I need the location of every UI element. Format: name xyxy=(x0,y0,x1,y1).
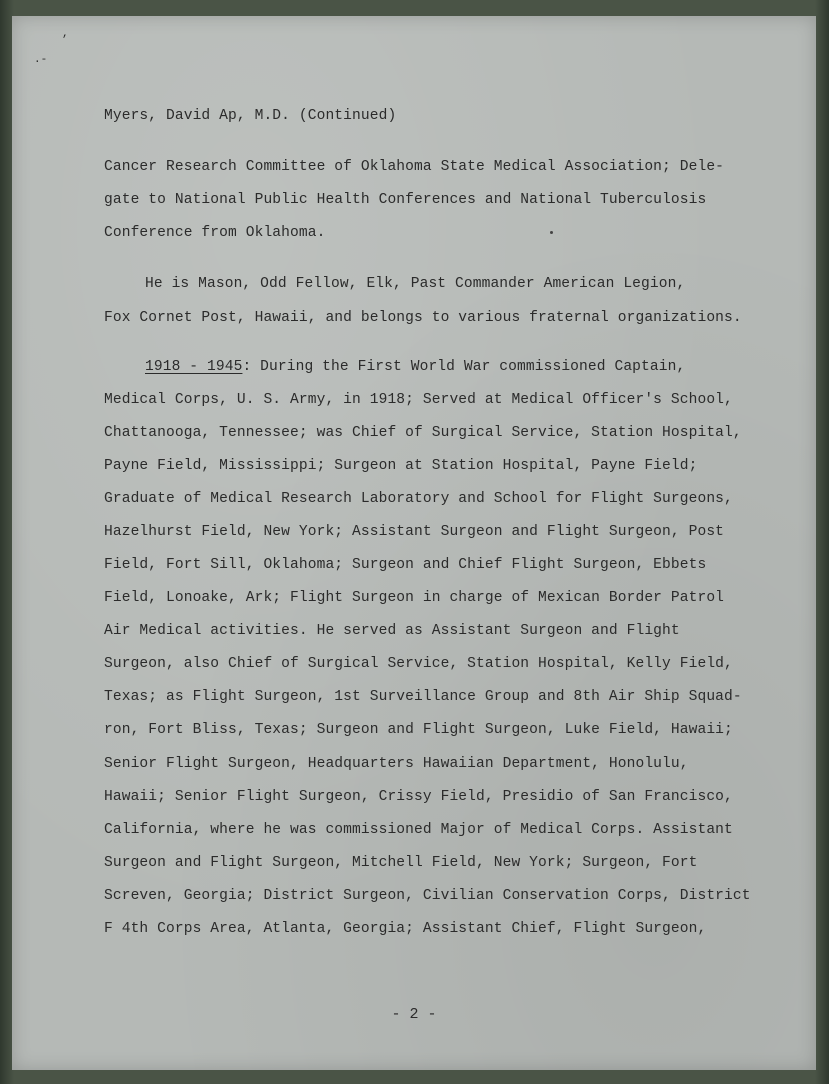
paragraph-3-line: Hawaii; Senior Flight Surgeon, Crissy Field, Presidio of San Francisco, xyxy=(104,789,733,805)
paragraph-3-line: California, where he was commissioned Major of Medical Corps. Assistant xyxy=(104,822,733,838)
paragraph-3-line: Chattanooga, Tennessee; was Chief of Surgical Service, Station Hospital, xyxy=(104,425,742,441)
paragraph-2-line: He is Mason, Odd Fellow, Elk, Past Commander American Legion, xyxy=(145,276,686,292)
margin-mark: .- xyxy=(34,54,48,66)
paragraph-1-line: Conference from Oklahoma. xyxy=(104,225,326,241)
paragraph-1-line: gate to National Public Health Conferences and National Tuberculosis xyxy=(104,192,707,208)
paragraph-3-line: Field, Lonoake, Ark; Flight Surgeon in charge of Mexican Border Patrol xyxy=(104,590,725,606)
paragraph-3-line-rest: : During the First World War commissioned Captain, xyxy=(242,359,686,375)
paragraph-3-line: ron, Fort Bliss, Texas; Surgeon and Flight Surgeon, Luke Field, Hawaii; xyxy=(104,722,733,738)
paragraph-3-line: F 4th Corps Area, Atlanta, Georgia; Assistant Chief, Flight Surgeon, xyxy=(104,921,707,937)
paragraph-3-line: Hazelhurst Field, New York; Assistant Surgeon and Flight Surgeon, Post xyxy=(104,524,725,540)
margin-mark: , xyxy=(62,28,69,40)
paragraph-3-line: Surgeon, also Chief of Surgical Service, Station Hospital, Kelly Field, xyxy=(104,656,733,672)
paragraph-3-line: Air Medical activities. He served as Assistant Surgeon and Flight xyxy=(104,623,680,639)
paragraph-3-line: Senior Flight Surgeon, Headquarters Hawaiian Department, Honolulu, xyxy=(104,756,689,772)
typed-page xyxy=(12,16,816,1070)
paragraph-3-line: Graduate of Medical Research Laboratory and School for Flight Surgeons, xyxy=(104,491,733,507)
paragraph-3-line: Texas; as Flight Surgeon, 1st Surveillance Group and 8th Air Ship Squad- xyxy=(104,689,742,705)
page-heading: Myers, David Ap, M.D. (Continued) xyxy=(104,108,397,124)
paragraph-3-line: Medical Corps, U. S. Army, in 1918; Served at Medical Officer's School, xyxy=(104,392,733,408)
paragraph-3-line: Surgeon and Flight Surgeon, Mitchell Field, New York; Surgeon, Fort xyxy=(104,855,698,871)
paragraph-3-first-line xyxy=(145,359,685,375)
paragraph-3-line: Screven, Georgia; District Surgeon, Civilian Conservation Corps, District xyxy=(104,888,751,904)
paragraph-2-line: Fox Cornet Post, Hawaii, and belongs to various fraternal organizations. xyxy=(104,310,742,326)
paragraph-3-line: Field, Fort Sill, Oklahoma; Surgeon and Chief Flight Surgeon, Ebbets xyxy=(104,557,707,573)
date-range: 1918 - 1945 xyxy=(145,359,243,375)
paragraph-1-line: Cancer Research Committee of Oklahoma State Medical Association; Dele- xyxy=(104,159,725,175)
paragraph-3-line: Payne Field, Mississippi; Surgeon at Station Hospital, Payne Field; xyxy=(104,458,698,474)
page-number: - 2 - xyxy=(391,1006,437,1023)
stray-mark xyxy=(550,231,553,234)
